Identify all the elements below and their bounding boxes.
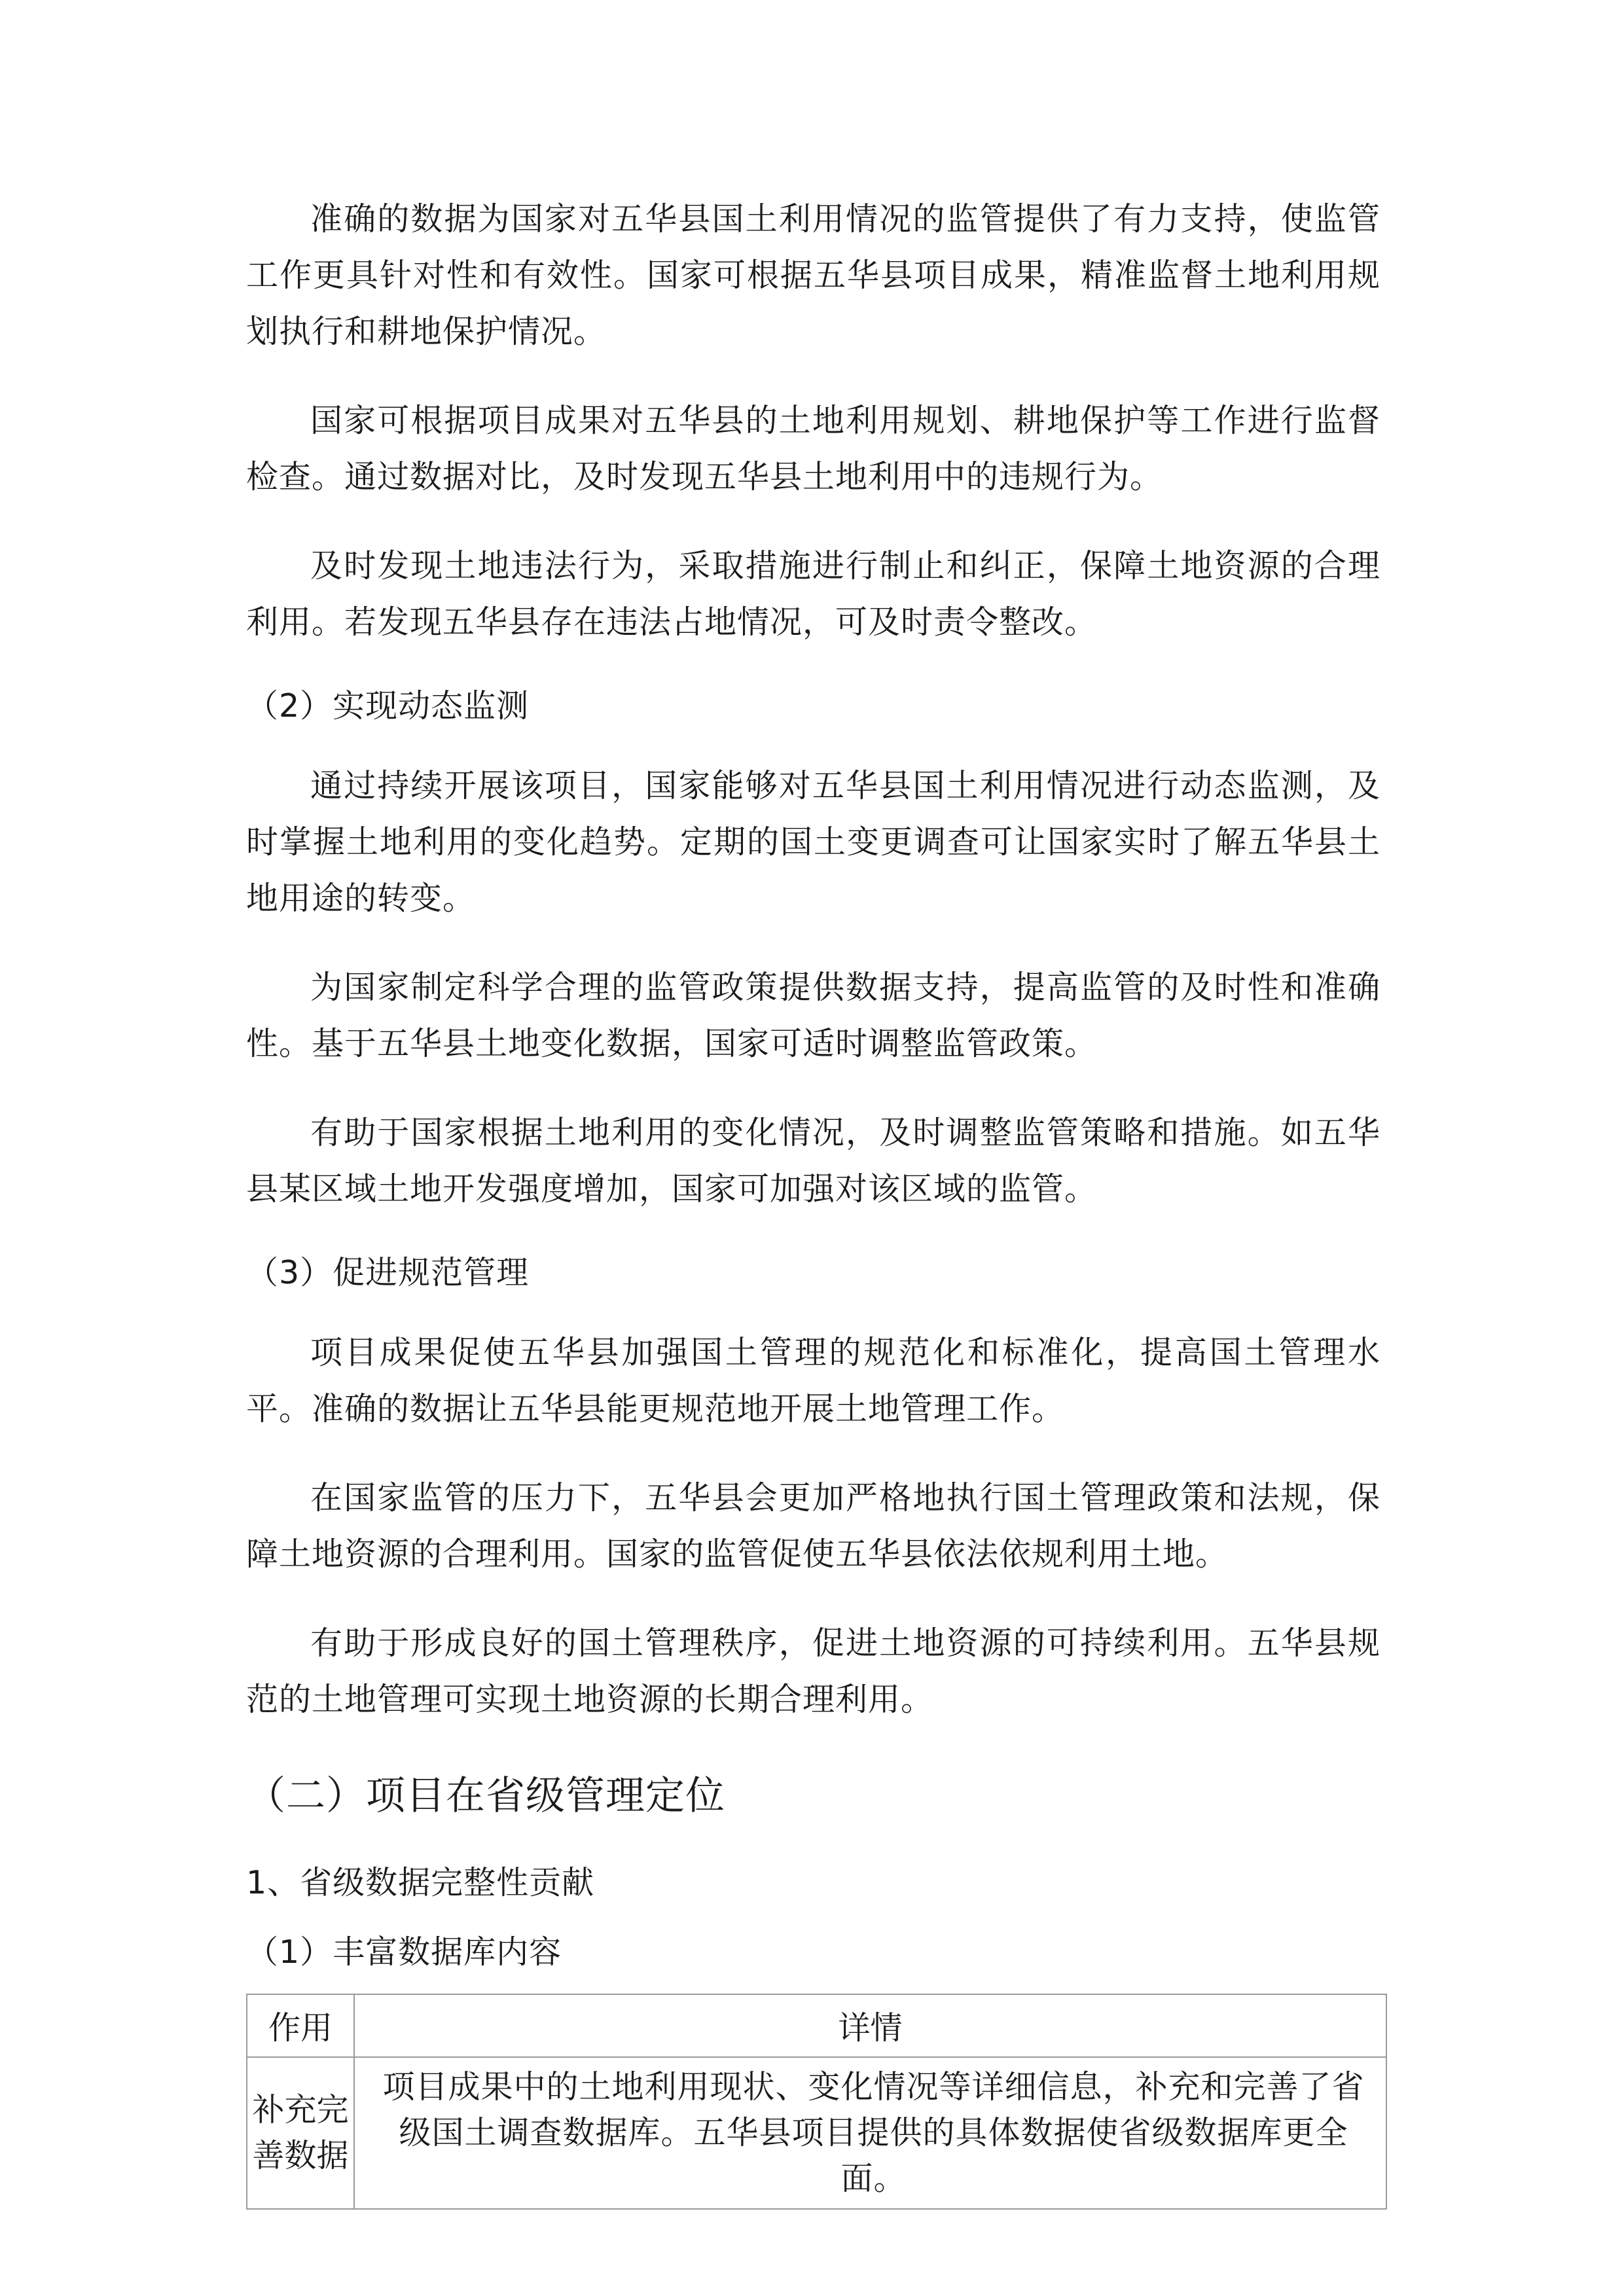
table-header-detail: 详情: [354, 1994, 1386, 2057]
item-subtitle: （1）丰富数据库内容: [246, 1933, 562, 1971]
table-cell-detail: 项目成果中的土地利用现状、变化情况等详细信息，补充和完善了省级国土调查数据库。五华县项目提供的具体数据使省级数据库更全面。: [354, 2057, 1386, 2209]
body-paragraph: 在国家监管的压力下，五华县会更加严格地执行国土管理政策和法规，保障土地资源的合理利用。国家的监管促使五华县依法依规利用土地。: [246, 1479, 1380, 1573]
body-paragraph: 准确的数据为国家对五华县国土利用情况的监管提供了有力支持，使监管工作更具针对性和有效性。国家可根据五华县项目成果，精准监督土地利用规划执行和耕地保护情况。: [246, 200, 1380, 350]
section-title: （二）项目在省级管理定位: [246, 1773, 725, 1819]
table-row: [247, 2057, 1386, 2209]
table-header-row: [247, 1994, 1386, 2057]
body-paragraph: 有助于形成良好的国土管理秩序，促进土地资源的可持续利用。五华县规范的土地管理可实现土地资源的长期合理利用。: [246, 1624, 1380, 1718]
subheading-standardized-management: （3）促进规范管理: [246, 1254, 530, 1291]
item-title: 1、省级数据完整性贡献: [246, 1864, 595, 1901]
body-paragraph: 为国家制定科学合理的监管政策提供数据支持，提高监管的及时性和准确性。基于五华县土地变化数据，国家可适时调整监管政策。: [246, 969, 1380, 1062]
body-paragraph: 通过持续开展该项目，国家能够对五华县国土利用情况进行动态监测，及时掌握土地利用的变化趋势。定期的国土变更调查可让国家实时了解五华县土地用途的转变。: [246, 767, 1380, 917]
body-paragraph: 及时发现土地违法行为，采取措施进行制止和纠正，保障土地资源的合理利用。若发现五华县存在违法占地情况，可及时责令整改。: [246, 547, 1380, 641]
subheading-dynamic-monitoring: （2）实现动态监测: [246, 687, 530, 725]
document-body: [246, 191, 1380, 2210]
table-cell-role: 补充完善数据: [247, 2057, 354, 2209]
table-header-role: 作用: [247, 1994, 354, 2057]
body-paragraph: 项目成果促使五华县加强国土管理的规范化和标准化，提高国土管理水平。准确的数据让五华县能更规范地开展土地管理工作。: [246, 1334, 1380, 1427]
body-paragraph: 国家可根据项目成果对五华县的土地利用规划、耕地保护等工作进行监督检查。通过数据对比，及时发现五华县土地利用中的违规行为。: [246, 402, 1380, 495]
data-table: [246, 1994, 1387, 2210]
body-paragraph: 有助于国家根据土地利用的变化情况，及时调整监管策略和措施。如五华县某区域土地开发强度增加，国家可加强对该区域的监管。: [246, 1114, 1380, 1208]
